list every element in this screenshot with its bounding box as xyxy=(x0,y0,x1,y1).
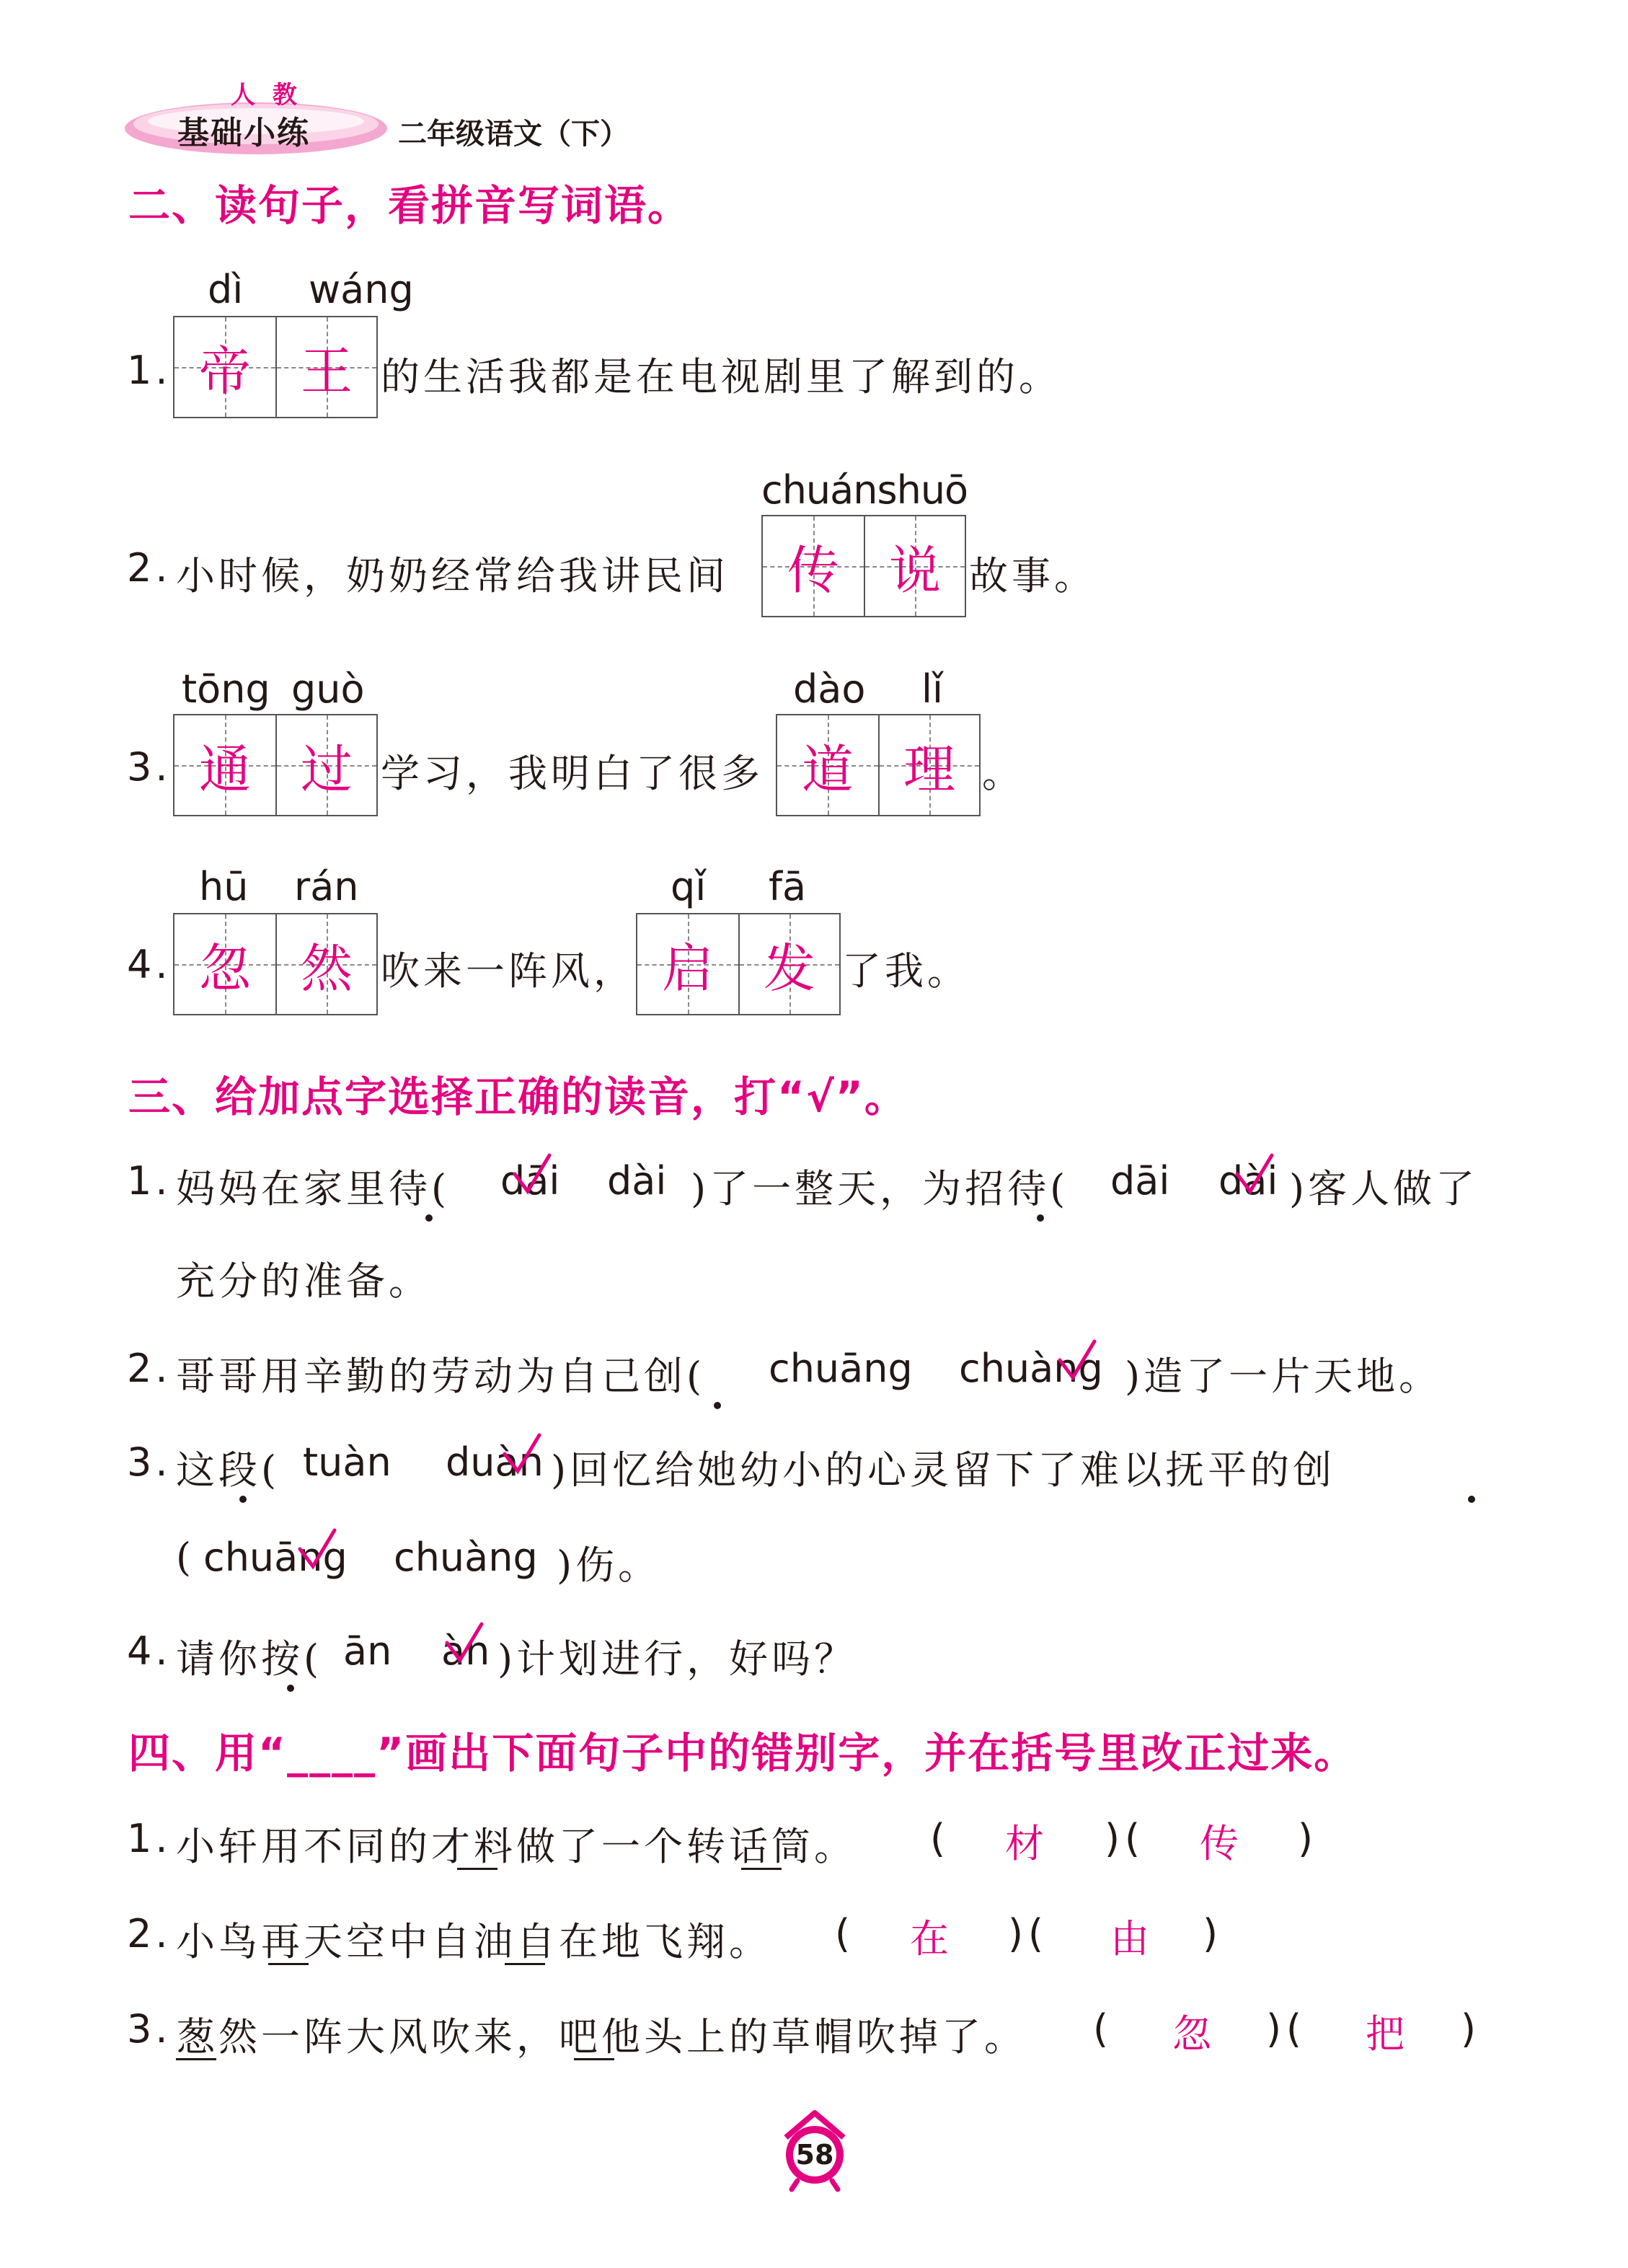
error-underline xyxy=(741,1868,782,1870)
error-underline xyxy=(176,2058,216,2060)
pinyin-option: chuāng xyxy=(769,1346,913,1391)
sentence-text: 哥哥用辛勤的劳动为自己创( xyxy=(176,1354,706,1399)
handwritten-answer: 帝 xyxy=(198,341,251,402)
answer-grid xyxy=(776,714,981,816)
handwritten-answer: 传 xyxy=(787,540,839,601)
bracket: ) xyxy=(1298,1816,1317,1861)
bracket: ( xyxy=(835,1911,854,1956)
check-mark-icon xyxy=(512,1152,552,1196)
question-number: 3. xyxy=(127,1439,172,1485)
correction-answer: 忽 xyxy=(1172,2011,1211,2057)
pinyin-option: dāi xyxy=(1110,1158,1170,1204)
header-publisher: 人 教 xyxy=(231,81,301,110)
header-series: 基础小练 xyxy=(177,115,310,151)
bracket: ) xyxy=(1461,2006,1480,2052)
pinyin: dào xyxy=(793,666,866,712)
grid-cell xyxy=(275,317,376,417)
sentence-text: )计划进行，好吗？ xyxy=(497,1636,857,1682)
header-subject: 二年级语文（下） xyxy=(398,118,629,151)
check-mark-icon xyxy=(444,1621,485,1664)
check-mark-icon xyxy=(502,1432,542,1475)
sentence-text: 小鸟再天空中自油自在地飞翔。 xyxy=(176,1919,771,1964)
answer-grid xyxy=(173,913,378,1015)
pinyin: guò xyxy=(291,666,365,712)
handwritten-answer: 王 xyxy=(300,341,353,402)
sentence-text: 的生活我都是在电视剧里了解到的。 xyxy=(381,354,1061,400)
sentence-text: )了一整天，为招待( xyxy=(691,1166,1069,1212)
grid-cell xyxy=(174,317,275,417)
answer-grid xyxy=(173,714,378,816)
pinyin-option: ān xyxy=(343,1628,392,1674)
grid-cell xyxy=(864,516,965,616)
sentence-text: 请你按( xyxy=(176,1636,323,1682)
emphasis-dot xyxy=(714,1402,721,1409)
pinyin: lǐ xyxy=(921,666,944,712)
sentence-text: 这段( xyxy=(176,1447,280,1493)
pinyin: hū xyxy=(199,864,249,909)
handwritten-answer: 道 xyxy=(801,739,854,800)
section4-title: 四、用“____”画出下面句子中的错别字，并在括号里改正过来。 xyxy=(128,1729,1358,1778)
emphasis-dot xyxy=(1468,1496,1475,1503)
sentence-text: 。 xyxy=(982,751,1025,796)
handwritten-answer: 过 xyxy=(300,739,353,800)
question-number: 2. xyxy=(127,545,172,591)
handwritten-answer: 发 xyxy=(763,938,815,999)
correction-answer: 把 xyxy=(1366,2011,1404,2057)
pinyin-option: dāi xyxy=(500,1158,560,1204)
handwritten-answer: 然 xyxy=(300,938,353,999)
sentence-text: 妈妈在家里待( xyxy=(176,1166,451,1212)
correction-answer: 由 xyxy=(1110,1916,1149,1962)
correction-answer: 在 xyxy=(910,1916,949,1962)
sentence-text: 充分的准备。 xyxy=(176,1258,431,1304)
check-mark-icon xyxy=(1057,1338,1097,1382)
error-underline xyxy=(268,1963,309,1965)
pinyin: wáng xyxy=(309,267,414,312)
pinyin: rán xyxy=(294,864,359,909)
grid-cell xyxy=(275,914,376,1014)
grid-cell xyxy=(174,715,275,815)
sentence-text: )造了一片天地。 xyxy=(1125,1354,1442,1399)
question-number: 3. xyxy=(127,2006,172,2052)
pinyin-option: àn xyxy=(441,1628,490,1674)
section3-title: 三、给加点字选择正确的读音，打“√”。 xyxy=(128,1072,908,1121)
grid-cell xyxy=(275,715,376,815)
pinyin: dì xyxy=(208,267,244,312)
page-number: 58 xyxy=(795,2139,834,2171)
grid-cell xyxy=(777,715,878,815)
question-number: 1. xyxy=(127,348,172,393)
bracket: ) xyxy=(1105,1816,1124,1861)
emphasis-dot xyxy=(287,1685,294,1692)
bracket: ) xyxy=(1008,1911,1027,1956)
error-underline xyxy=(574,2058,614,2060)
pinyin: chuánshuō xyxy=(761,467,968,513)
sentence-text: )伤。 xyxy=(557,1543,661,1588)
handwritten-answer: 启 xyxy=(661,938,714,999)
sentence-text: ( xyxy=(176,1535,195,1580)
emphasis-dot xyxy=(425,1214,433,1222)
handwritten-answer: 忽 xyxy=(198,938,251,999)
grid-cell xyxy=(637,914,738,1014)
grid-cell xyxy=(174,914,275,1014)
pinyin-option: chuāng xyxy=(203,1535,348,1580)
grid-cell xyxy=(763,516,864,616)
question-number: 2. xyxy=(127,1346,172,1391)
bracket: ( xyxy=(1125,1816,1144,1861)
sentence-text: )回忆给她幼小的心灵留下了难以抚平的创 xyxy=(551,1447,1336,1493)
handwritten-answer: 理 xyxy=(903,739,955,800)
emphasis-dot xyxy=(239,1496,247,1503)
pinyin-option: chuàng xyxy=(394,1535,538,1580)
pinyin: qǐ xyxy=(671,864,707,909)
pinyin: fā xyxy=(769,864,807,909)
answer-grid xyxy=(761,515,966,617)
answer-grid xyxy=(173,316,378,418)
bracket: ) xyxy=(1266,2006,1286,2052)
check-mark-icon xyxy=(297,1527,337,1571)
error-underline xyxy=(505,1963,545,1965)
grid-cell xyxy=(738,914,839,1014)
answer-grid xyxy=(636,913,841,1015)
pinyin-option: duàn xyxy=(446,1439,544,1485)
bracket: ) xyxy=(1203,1911,1222,1956)
bracket: ( xyxy=(1286,2006,1306,2052)
sentence-text: 故事。 xyxy=(969,553,1097,599)
pinyin-option: dài xyxy=(1218,1158,1278,1204)
sentence-text: 小轩用不同的才料做了一个转话筒。 xyxy=(176,1824,857,1869)
pinyin-option: chuàng xyxy=(959,1346,1103,1391)
pinyin-option: dài xyxy=(607,1158,667,1204)
check-mark-icon xyxy=(1234,1152,1275,1196)
grid-cell xyxy=(878,715,979,815)
question-number: 4. xyxy=(127,942,172,987)
pinyin: tōng xyxy=(182,666,270,712)
emphasis-dot xyxy=(1037,1214,1044,1222)
sentence-text: )客人做了 xyxy=(1289,1166,1479,1212)
question-number: 2. xyxy=(127,1911,172,1956)
sentence-text: 小时候，奶奶经常给我讲民间 xyxy=(176,553,729,599)
sentence-text: 葱然一阵大风吹来，吧他头上的草帽吹掉了。 xyxy=(176,2014,1027,2060)
correction-answer: 材 xyxy=(1005,1821,1044,1866)
sentence-text: 吹来一阵风， xyxy=(381,948,636,994)
section2-title: 二、读句子，看拼音写词语。 xyxy=(128,181,691,230)
question-number: 1. xyxy=(127,1158,172,1204)
sentence-text: 学习，我明白了很多 xyxy=(381,751,764,796)
question-number: 1. xyxy=(127,1816,172,1861)
handwritten-answer: 说 xyxy=(888,540,941,601)
pinyin-option: tuàn xyxy=(303,1439,391,1485)
bracket: ( xyxy=(1028,1911,1048,1956)
error-underline xyxy=(457,1868,497,1870)
question-number: 3. xyxy=(127,744,172,790)
question-number: 4. xyxy=(127,1628,172,1674)
handwritten-answer: 通 xyxy=(198,739,251,800)
sentence-text: 了我。 xyxy=(842,948,970,994)
bracket: ( xyxy=(1093,2006,1112,2052)
bracket: ( xyxy=(930,1816,950,1861)
correction-answer: 传 xyxy=(1200,1821,1239,1866)
